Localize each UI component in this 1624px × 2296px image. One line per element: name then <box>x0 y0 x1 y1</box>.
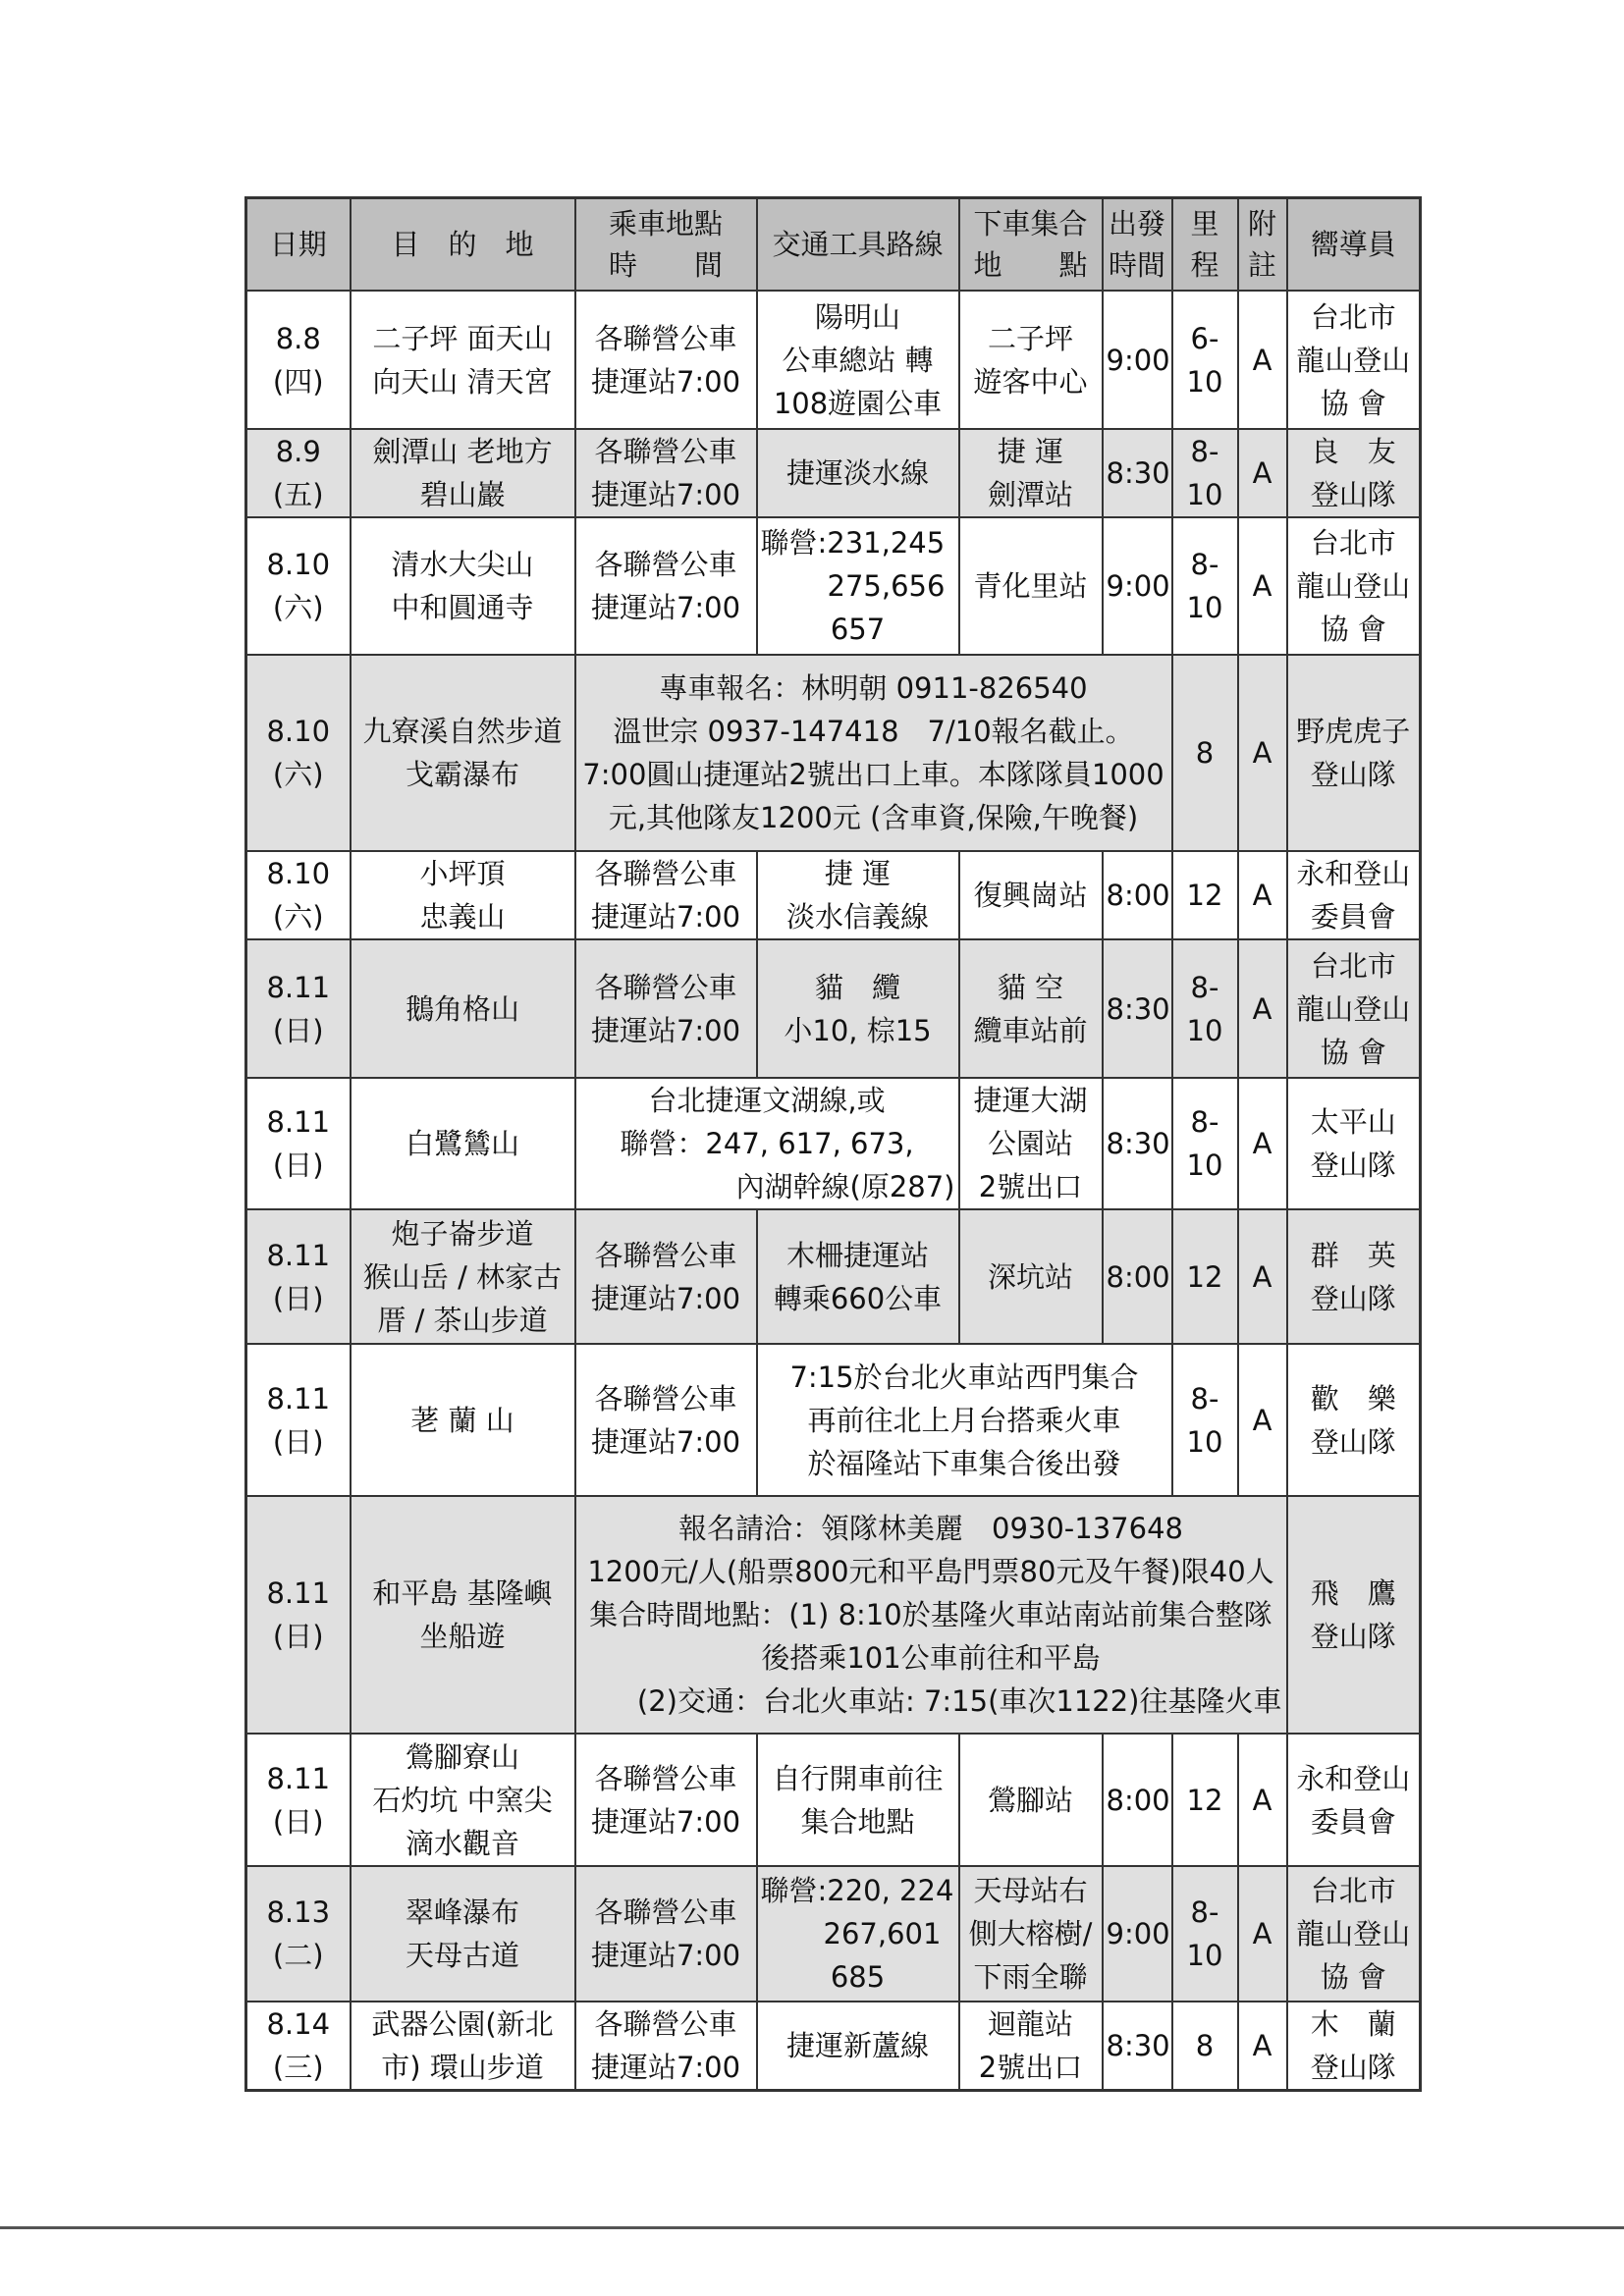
cell-registration-notice <box>575 1496 1287 1734</box>
cell-route: 陽明山 公車總站 轉 108遊園公車 <box>757 291 959 429</box>
cell-boarding: 各聯營公車 捷運站7:00 <box>575 1209 757 1344</box>
cell-guide: 台北市 龍山登山 協 會 <box>1287 939 1421 1078</box>
cell-destination: 和平島 基隆嶼 坐船遊 <box>351 1496 575 1734</box>
cell-date: 8.11 (日) <box>246 1078 351 1209</box>
cell-date: 8.8 (四) <box>246 291 351 429</box>
cell-distance: 8-10 <box>1172 1078 1238 1209</box>
route-line: 275,656 <box>827 569 946 603</box>
cell-guide: 歡 樂 登山隊 <box>1287 1344 1421 1496</box>
cell-destination: 二子坪 面天山 向天山 清天宮 <box>351 291 575 429</box>
cell-note: A <box>1238 655 1287 851</box>
cell-alight: 捷 運 劍潭站 <box>959 429 1103 517</box>
cell-note: A <box>1238 1734 1287 1866</box>
route-line: 聯營:231,245 <box>760 526 946 560</box>
cell-note: A <box>1238 1866 1287 2002</box>
cell-route: 自行開車前往 集合地點 <box>757 1734 959 1866</box>
table-row <box>246 851 1421 939</box>
cell-alight: 鶯腳站 <box>959 1734 1103 1866</box>
cell-date: 8.10 (六) <box>246 517 351 655</box>
cell-destination: 翠峰瀑布 天母古道 <box>351 1866 575 2002</box>
cell-guide: 木 蘭 登山隊 <box>1287 2002 1421 2091</box>
cell-alight: 青化里站 <box>959 517 1103 655</box>
cell-route: 捷運新蘆線 <box>757 2002 959 2091</box>
cell-alight: 迴龍站 2號出口 <box>959 2002 1103 2091</box>
cell-route: 木柵捷運站 轉乘660公車 <box>757 1209 959 1344</box>
notice-line: 1200元/人(船票800元和平島門票80元及午餐)限40人 <box>587 1555 1274 1588</box>
cell-boarding: 各聯營公車 捷運站7:00 <box>575 851 757 939</box>
cell-route <box>757 1866 959 2002</box>
header-date: 日期 <box>246 198 351 292</box>
cell-route: 捷運淡水線 <box>757 429 959 517</box>
header-route: 交通工具路線 <box>757 198 959 292</box>
cell-route-and-meeting: 7:15於台北火車站西門集合 再前往北上月台搭乘火車 於福隆站下車集合後出發 <box>757 1344 1172 1496</box>
transport-line: 聯營：247, 617, 673, <box>620 1127 914 1160</box>
cell-time: 9:00 <box>1103 517 1172 655</box>
cell-alight: 天母站右 側大榕樹/ 下雨全聯 <box>959 1866 1103 2002</box>
cell-route: 貓 纜 小10, 棕15 <box>757 939 959 1078</box>
cell-time: 8:30 <box>1103 1078 1172 1209</box>
cell-boarding: 各聯營公車 捷運站7:00 <box>575 939 757 1078</box>
table-row <box>246 291 1421 429</box>
cell-distance: 6-10 <box>1172 291 1238 429</box>
notice-line: 後搭乘101公車前往和平島 <box>761 1641 1101 1675</box>
cell-distance: 8-10 <box>1172 517 1238 655</box>
cell-date: 8.9 (五) <box>246 429 351 517</box>
cell-guide: 群 英 登山隊 <box>1287 1209 1421 1344</box>
cell-alight: 二子坪 遊客中心 <box>959 291 1103 429</box>
cell-alight: 捷運大湖 公園站 2號出口 <box>959 1078 1103 1209</box>
notice-line: (2)交通：台北火車站: 7:15(車次1122)往基隆火車 <box>636 1684 1282 1718</box>
table-row <box>246 1866 1421 2002</box>
cell-destination: 九寮溪自然步道 戈霸瀑布 <box>351 655 575 851</box>
header-alight: 下車集合 地 點 <box>959 198 1103 292</box>
table-row <box>246 1734 1421 1866</box>
cell-boarding: 各聯營公車 捷運站7:00 <box>575 429 757 517</box>
cell-route <box>757 517 959 655</box>
cell-guide: 野虎虎子 登山隊 <box>1287 655 1421 851</box>
cell-note: A <box>1238 1209 1287 1344</box>
cell-date: 8.10 (六) <box>246 655 351 851</box>
cell-guide: 台北市 龍山登山 協 會 <box>1287 291 1421 429</box>
header-distance: 里 程 <box>1172 198 1238 292</box>
cell-guide: 永和登山 委員會 <box>1287 1734 1421 1866</box>
cell-date: 8.11 (日) <box>246 1344 351 1496</box>
table-row <box>246 1496 1421 1734</box>
header-departure: 出發 時間 <box>1103 198 1172 292</box>
cell-boarding: 各聯營公車 捷運站7:00 <box>575 291 757 429</box>
cell-distance: 8-10 <box>1172 429 1238 517</box>
cell-time: 8:30 <box>1103 429 1172 517</box>
cell-distance: 8-10 <box>1172 1866 1238 2002</box>
cell-time: 8:00 <box>1103 851 1172 939</box>
cell-date: 8.14 (三) <box>246 2002 351 2091</box>
table-row <box>246 2002 1421 2091</box>
footer-divider <box>0 2226 1624 2229</box>
header-guide: 嚮導員 <box>1287 198 1421 292</box>
table-row <box>246 655 1421 851</box>
route-line: 267,601 <box>823 1917 942 1950</box>
cell-distance: 12 <box>1172 1209 1238 1344</box>
cell-date: 8.10 (六) <box>246 851 351 939</box>
cell-date: 8.13 (二) <box>246 1866 351 2002</box>
transport-line: 內湖幹線(原287) <box>735 1170 955 1203</box>
cell-destination: 劍潭山 老地方 碧山巖 <box>351 429 575 517</box>
header-boarding: 乘車地點 時 間 <box>575 198 757 292</box>
route-line: 聯營:220, 224 <box>760 1874 954 1907</box>
cell-time: 8:00 <box>1103 1209 1172 1344</box>
cell-boarding: 各聯營公車 捷運站7:00 <box>575 1344 757 1496</box>
cell-distance: 8-10 <box>1172 939 1238 1078</box>
cell-boarding: 各聯營公車 捷運站7:00 <box>575 2002 757 2091</box>
cell-time: 8:00 <box>1103 1734 1172 1866</box>
cell-destination: 鵝角格山 <box>351 939 575 1078</box>
cell-note: A <box>1238 429 1287 517</box>
cell-date: 8.11 (日) <box>246 1734 351 1866</box>
cell-registration-notice: 專車報名：林明朝 0911-826540 溫世宗 0937-147418 7/10報名截止。 7:00圓山捷運站2號出口上車。本隊隊員1000 元,其他隊友1200元 (含車資,保險,午晚餐) <box>575 655 1172 851</box>
cell-destination: 炮子崙步道 猴山岳 / 林家古 厝 / 茶山步道 <box>351 1209 575 1344</box>
cell-time: 9:00 <box>1103 1866 1172 2002</box>
cell-guide: 飛 鷹 登山隊 <box>1287 1496 1421 1734</box>
cell-distance: 8 <box>1172 2002 1238 2091</box>
cell-date: 8.11 (日) <box>246 1496 351 1734</box>
table-row <box>246 517 1421 655</box>
cell-guide: 太平山 登山隊 <box>1287 1078 1421 1209</box>
cell-destination: 清水大尖山 中和圓通寺 <box>351 517 575 655</box>
cell-distance: 12 <box>1172 851 1238 939</box>
cell-time: 8:30 <box>1103 939 1172 1078</box>
cell-destination: 小坪頂 忠義山 <box>351 851 575 939</box>
hiking-schedule-table <box>244 196 1422 2092</box>
cell-note: A <box>1238 291 1287 429</box>
cell-time: 9:00 <box>1103 291 1172 429</box>
notice-line: 報名請洽：領隊林美麗 0930-137648 <box>678 1512 1183 1545</box>
cell-distance: 8-10 <box>1172 1344 1238 1496</box>
cell-time: 8:30 <box>1103 2002 1172 2091</box>
cell-boarding: 各聯營公車 捷運站7:00 <box>575 1734 757 1866</box>
cell-guide: 台北市 龍山登山 協 會 <box>1287 517 1421 655</box>
cell-guide: 永和登山 委員會 <box>1287 851 1421 939</box>
table-row <box>246 1078 1421 1209</box>
header-row <box>246 198 1421 292</box>
cell-destination: 荖 蘭 山 <box>351 1344 575 1496</box>
cell-distance: 8 <box>1172 655 1238 851</box>
cell-date: 8.11 (日) <box>246 1209 351 1344</box>
table-row <box>246 1344 1421 1496</box>
cell-note: A <box>1238 517 1287 655</box>
cell-note: A <box>1238 1078 1287 1209</box>
cell-distance: 12 <box>1172 1734 1238 1866</box>
transport-line: 台北捷運文湖線,或 <box>648 1084 886 1117</box>
cell-destination: 鶯腳寮山 石灼坑 中窯尖 滴水觀音 <box>351 1734 575 1866</box>
header-note: 附 註 <box>1238 198 1287 292</box>
route-line: 657 <box>830 613 886 646</box>
route-line: 685 <box>830 1960 886 1994</box>
cell-alight: 貓 空 纜車站前 <box>959 939 1103 1078</box>
cell-boarding: 各聯營公車 捷運站7:00 <box>575 517 757 655</box>
cell-guide: 良 友 登山隊 <box>1287 429 1421 517</box>
cell-note: A <box>1238 939 1287 1078</box>
cell-destination: 武器公園(新北 市) 環山步道 <box>351 2002 575 2091</box>
cell-note: A <box>1238 1344 1287 1496</box>
cell-boarding: 各聯營公車 捷運站7:00 <box>575 1866 757 2002</box>
cell-alight: 復興崗站 <box>959 851 1103 939</box>
cell-transport <box>575 1078 959 1209</box>
table-row <box>246 939 1421 1078</box>
cell-destination: 白鷺鷥山 <box>351 1078 575 1209</box>
header-destination: 目 的 地 <box>351 198 575 292</box>
cell-note: A <box>1238 851 1287 939</box>
cell-route: 捷 運 淡水信義線 <box>757 851 959 939</box>
cell-date: 8.11 (日) <box>246 939 351 1078</box>
cell-guide: 台北市 龍山登山 協 會 <box>1287 1866 1421 2002</box>
cell-note: A <box>1238 2002 1287 2091</box>
table-row <box>246 1209 1421 1344</box>
notice-line: 集合時間地點：(1) 8:10於基隆火車站南站前集合整隊 <box>589 1598 1272 1631</box>
cell-alight: 深坑站 <box>959 1209 1103 1344</box>
table-row <box>246 429 1421 517</box>
